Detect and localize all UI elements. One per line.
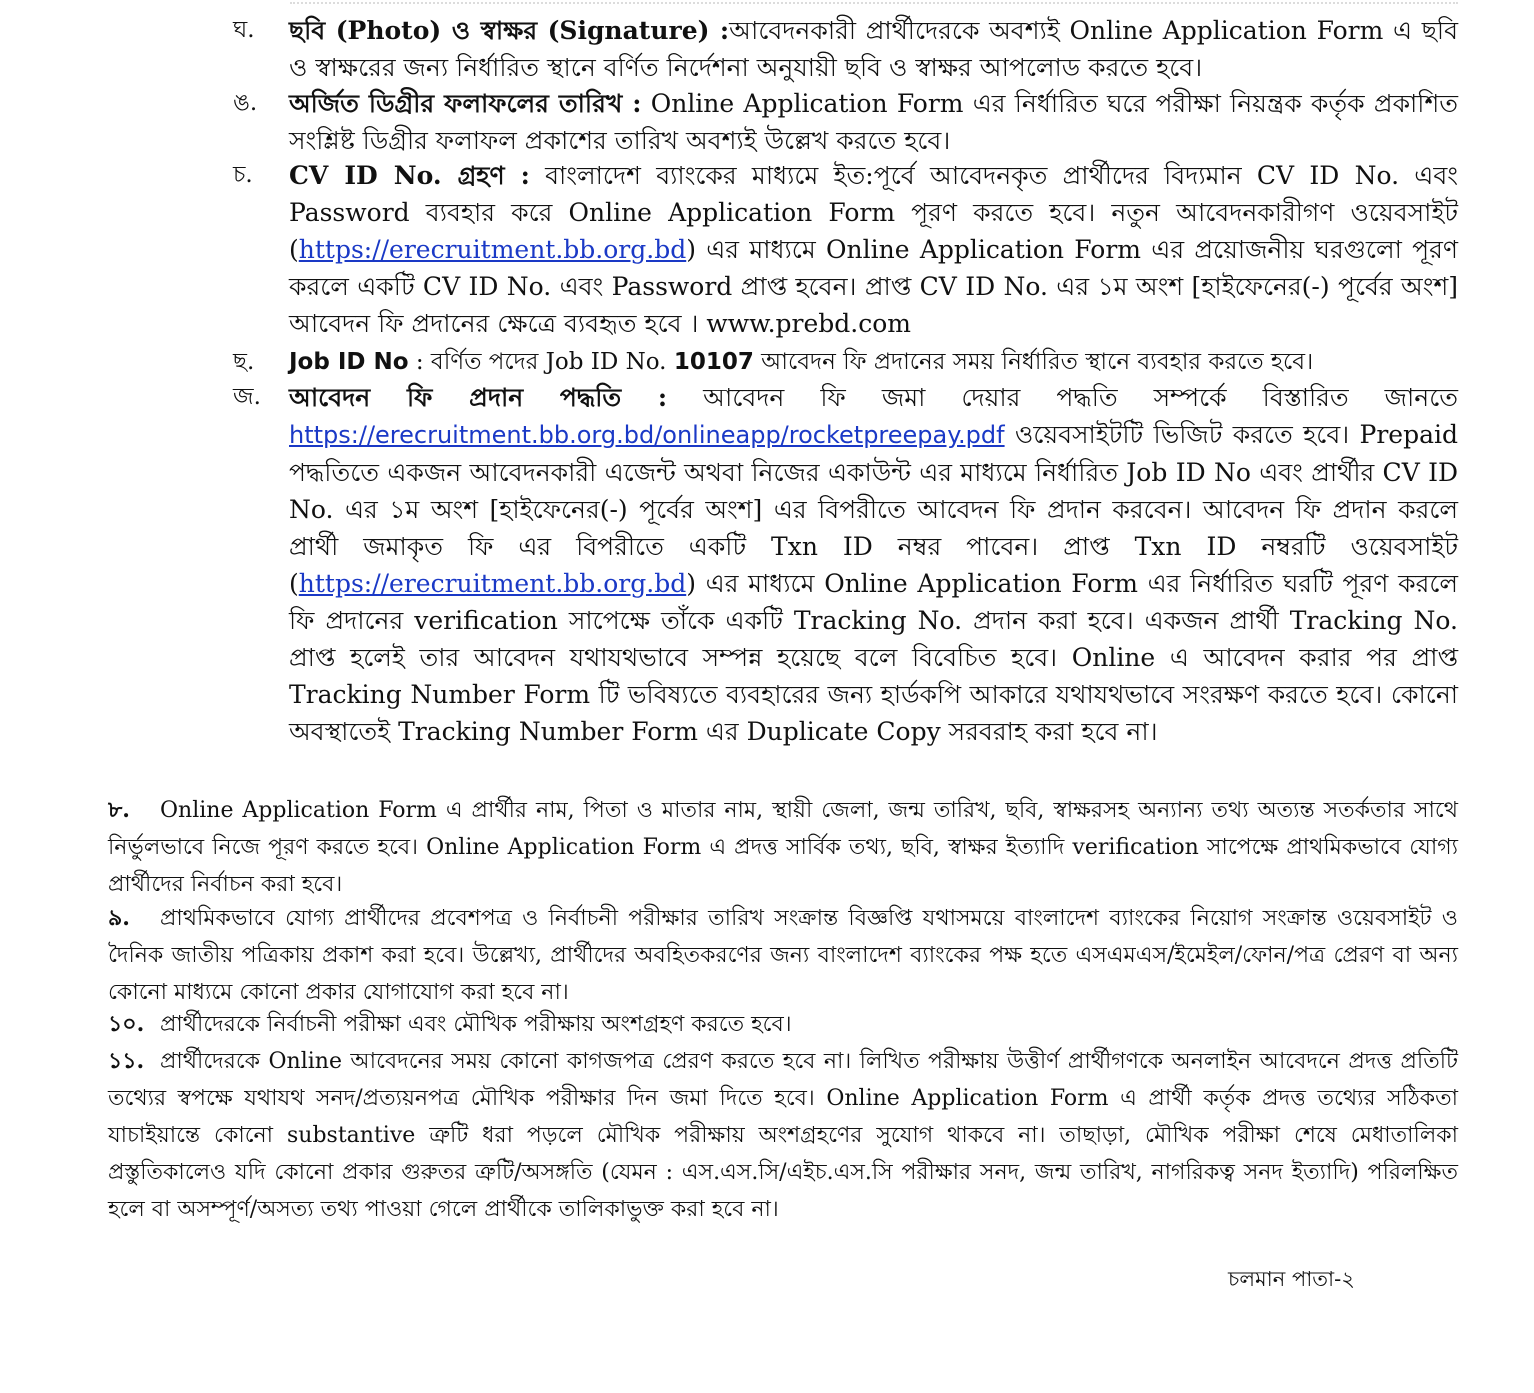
item-number: ৯. [108,905,130,931]
item-heading: আবেদন ফি প্রদান পদ্ধতি : [289,383,668,412]
item-heading: অর্জিত ডিগ্রীর ফলাফলের তারিখ : [289,89,642,118]
item-body [289,12,1458,86]
item-cv-id [233,157,1458,342]
item-text: প্রাথমিকভাবে যোগ্য প্রার্থীদের প্রবেশপত্র ও নির্বাচনী পরীক্ষার তারিখ সংক্রান্ত বিজ্ঞপ্তি যথাসময়ে বাংলাদেশ ব্যাংকের নিয়োগ সংক্রান্ত ওয়েবসাইট ও দৈনিক জাতীয় পত্রিকায় প্রকাশ করা হবে। উল্লেখ্য, প্রার্থীদের অবহিতকরণের জন্য বাংলাদেশ ব্যাংকের পক্ষ হতে এসএমএস/ইমেইল/ফোন/পত্র প্রেরণ বা অন্য কোনো মাধ্যমে কোনো প্রকার যোগাযোগ করা হবে না। [108,906,1458,1005]
job-id-value: 10107 [673,349,754,375]
item-number: ১১. [108,1048,145,1074]
item-text: বাংলাদেশ ব্যাংকের মাধ্যমে ইত:পূর্বে আবেদনকৃত প্রার্থীদের বিদ্যমান CV ID No. এবং Password ব্যবহার করে Online Application Form পূরণ করতে হবে। নতুন আবেদনকারীগণ ওয়েবসাইট ( [289,161,1458,264]
item-text: আবেদন ফি জমা দেয়ার পদ্ধতি সম্পর্কে বিস্তারিত জানতে [667,383,1458,412]
numbered-item-8 [108,792,1458,903]
item-text: ওয়েবসাইটটি ভিজিট করতে হবে। Prepaid পদ্ধতিতে একজন আবেদনকারী এজেন্ট অথবা নিজের একাউন্ট এর মাধ্যমে নির্ধারিত Job ID No এবং প্রার্থীর CV ID No. এর ১ম অংশ [হাইফেনের(-) পূর্বের অংশ] এর বিপরীতে আবেদন ফি প্রদান করবেন। আবেদন ফি প্রদান করলে প্রার্থী জমাকৃত ফি এর বিপরীতে একটি Txn ID নম্বর পাবেন। প্রাপ্ত Txn ID নম্বরটি ওয়েবসাইট ( [289,420,1458,598]
item-photo-signature [233,12,1458,86]
item-mark: ছ. [233,349,255,375]
site-mark: www.prebd.com [706,309,912,338]
item-text: Online Application Form এর নির্ধারিত ঘরে পরীক্ষা নিয়ন্ত্রক কর্তৃক প্রকাশিত সংশ্লিষ্ট ডিগ্রীর ফলাফল প্রকাশের তারিখ অবশ্যই উল্লেখ করতে হবে। [289,89,1459,155]
erecruitment-link[interactable]: https://erecruitment.bb.org.bd [298,235,687,264]
numbered-item-10 [108,1006,1458,1043]
item-text: প্রার্থীদেরকে Online আবেদনের সময় কোনো কাগজপত্র প্রেরণ করতে হবে না। লিখিত পরীক্ষায় উত্তীর্ণ প্রার্থীগণকে অনলাইন আবেদনে প্রদত্ত প্রতিটি তথ্যের স্বপক্ষে যথাযথ সনদ/প্রত্যয়নপত্র মৌখিক পরীক্ষার দিন জমা দিতে হবে। Online Application Form এ প্রার্থী কর্তৃক প্রদত্ত তথ্যের সঠিকতা যাচাইয়ান্তে কোনো substantive ত্রুটি ধরা পড়লে মৌখিক পরীক্ষায় অংশগ্রহণের সুযোগ থাকবে না। তাছাড়া, মৌখিক পরীক্ষা শেষে মেধাতালিকা প্রস্তুতিকালেও যদি কোনো প্রকার গুরুতর ত্রুটি/অসঙ্গতি (যেমন : এস.এস.সি/এইচ.এস.সি পরীক্ষার সনদ, জন্ম তারিখ, নাগরিকত্ব সনদ ইত্যাদি) পরিলক্ষিত হলে বা অসম্পূর্ণ/অসত্য তথ্য পাওয়া গেলে প্রার্থীকে তালিকাভুক্ত করা হবে না। [108,1049,1458,1222]
cut-off-line [290,0,1458,4]
item-text: আবেদন ফি প্রদানের সময় নির্ধারিত স্থানে ব্যবহার করতে হবে। [753,349,1314,375]
item-heading: ছবি (Photo) ও স্বাক্ষর (Signature) : [289,16,730,45]
item-mark: ঙ. [233,90,258,116]
numbered-item-11 [108,1043,1458,1228]
item-text: আবেদনকারী প্রার্থীদেরকে অবশ্যই Online Application Form এ ছবি ও স্বাক্ষরের জন্য নির্ধারিত স্থানে বর্ণিত নির্দেশনা অনুযায়ী ছবি ও স্বাক্ষর আপলোড করতে হবে। [289,16,1458,82]
item-heading: CV ID No. গ্রহণ : [289,161,530,190]
numbered-item-9 [108,900,1458,1011]
item-text: প্রার্থীদেরকে নির্বাচনী পরীক্ষা এবং মৌখিক পরীক্ষায় অংশগ্রহণ করতে হবে। [160,1012,792,1037]
item-body [289,85,1458,159]
item-text: ) এর মাধ্যমে Online Application Form এর প্রয়োজনীয় ঘরগুলো পূরণ করলে একটি CV ID No. এবং Password প্রাপ্ত হবেন। প্রাপ্ত CV ID No. এর ১ম অংশ [হাইফেনের(-) পূর্বের অংশ] আবেদন ফি প্রদানের ক্ষেত্রে ব্যবহৃত হবে । [289,235,1458,338]
item-result-date [233,85,1458,159]
item-number: ১০. [108,1011,145,1037]
rocket-prepay-link[interactable]: https://erecruitment.bb.org.bd/onlineapp/rocketpreepay.pdf [289,421,1005,449]
item-body [289,344,1458,381]
item-text: : বর্ণিত পদের Job ID No. [408,349,674,375]
item-job-id [233,344,1458,381]
item-text: ) এর মাধ্যমে Online Application Form এর নির্ধারিত ঘরটি পূরণ করলে ফি প্রদানের verification সাপেক্ষে তাঁকে একটি Tracking No. প্রদান করা হবে। একজন প্রার্থী Tracking No. প্রাপ্ত হলেই তার আবেদন যথাযথভাবে সম্পন্ন হয়েছে বলে বিবেচিত হবে। Online এ আবেদন করার পর প্রাপ্ত Tracking Number Form টি ভবিষ্যতে ব্যবহারের জন্য হার্ডকপি আকারে যথাযথভাবে সংরক্ষণ করতে হবে। কোনো অবস্থাতেই Tracking Number Form এর Duplicate Copy সরবরাহ করা হবে না। [289,569,1458,746]
item-number: ৮. [108,797,130,823]
item-mark: জ. [233,384,261,410]
erecruitment-link[interactable]: https://erecruitment.bb.org.bd [298,569,687,598]
item-text: Online Application Form এ প্রার্থীর নাম, পিতা ও মাতার নাম, স্থায়ী জেলা, জন্ম তারিখ, ছবি, স্বাক্ষরসহ অন্যান্য তথ্য অত্যন্ত সতর্কতার সাথে নির্ভুলভাবে নিজে পূরণ করতে হবে। Online Application Form এ প্রদত্ত সার্বিক তথ্য, ছবি, স্বাক্ষর ইত্যাদি verification সাপেক্ষে প্রাথমিকভাবে যোগ্য প্রার্থীদের নির্বাচন করা হবে। [108,798,1458,897]
item-mark: ঘ. [233,17,255,43]
item-mark: চ. [233,162,253,188]
item-body [289,379,1458,750]
item-body [289,157,1458,342]
item-fee-method [233,379,1458,750]
page-continuation: চলমান পাতা-২ [1228,1267,1355,1291]
item-heading: Job ID No [289,349,409,375]
